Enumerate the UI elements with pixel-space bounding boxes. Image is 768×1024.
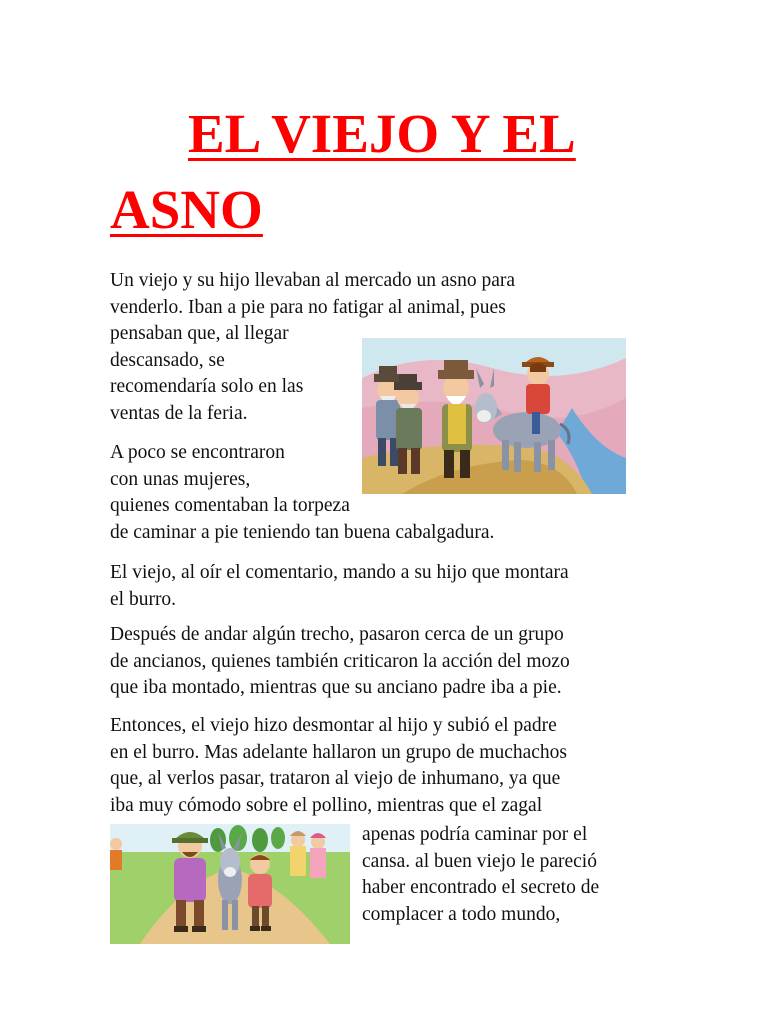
- text-line: de caminar a pie teniendo tan buena cabalgadura.: [110, 521, 495, 543]
- text-line: en el burro. Mas adelante hallaron un grupo de muchachos: [110, 741, 568, 763]
- text-line: recomendaría solo en las: [110, 376, 304, 397]
- text-line: apenas podría caminar por el: [362, 824, 588, 845]
- text-line: complacer a todo mundo,: [362, 903, 561, 925]
- paragraph-3: [110, 560, 569, 613]
- title-line-1: EL VIEJO Y EL: [188, 103, 576, 164]
- illustration-old-men-and-donkey-icon: [362, 338, 626, 494]
- text-line: ventas de la feria.: [110, 402, 248, 424]
- text-line: Después de andar algún trecho, pasaron cerca de un grupo: [110, 624, 564, 645]
- text-line: venderlo. Iban a pie para no fatigar al animal, pues: [110, 296, 506, 318]
- text-line: que, al verlos pasar, trataron al viejo de inhumano, ya que: [110, 768, 561, 789]
- text-line: pensaban que, al llegar: [110, 323, 289, 344]
- text-line: con unas mujeres,: [110, 468, 251, 490]
- text-line: haber encontrado el secreto de: [362, 877, 600, 898]
- illustration-father-son-donkey-village-icon: [110, 824, 350, 944]
- text-line: que iba montado, mientras que su anciano padre iba a pie.: [110, 677, 562, 698]
- text-line: A poco se encontraron: [110, 442, 285, 463]
- text-line: El viejo, al oír el comentario, mando a su hijo que montara: [110, 562, 569, 583]
- paragraph-5: [110, 713, 567, 819]
- text-line: cansa. al buen viejo le pareció: [362, 850, 597, 872]
- text-line: iba muy cómodo sobre el pollino, mientras que el zagal: [110, 794, 543, 816]
- text-line: descansado, se: [110, 349, 225, 371]
- illustration-father-son-donkey-village: [110, 824, 350, 944]
- illustration-old-men-and-donkey: [362, 338, 626, 494]
- text-line: quienes comentaban la torpeza: [110, 495, 350, 516]
- text-line: de ancianos, quienes también criticaron la acción del mozo: [110, 650, 570, 672]
- title-line-2: ASNO: [110, 179, 263, 240]
- paragraph-5-wrapped: [362, 822, 599, 928]
- text-line: Un viejo y su hijo llevaban al mercado un asno para: [110, 270, 516, 291]
- story-title: [110, 96, 710, 248]
- text-line: el burro.: [110, 588, 177, 610]
- text-line: Entonces, el viejo hizo desmontar al hijo y subió el padre: [110, 715, 557, 736]
- paragraph-4: [110, 622, 570, 702]
